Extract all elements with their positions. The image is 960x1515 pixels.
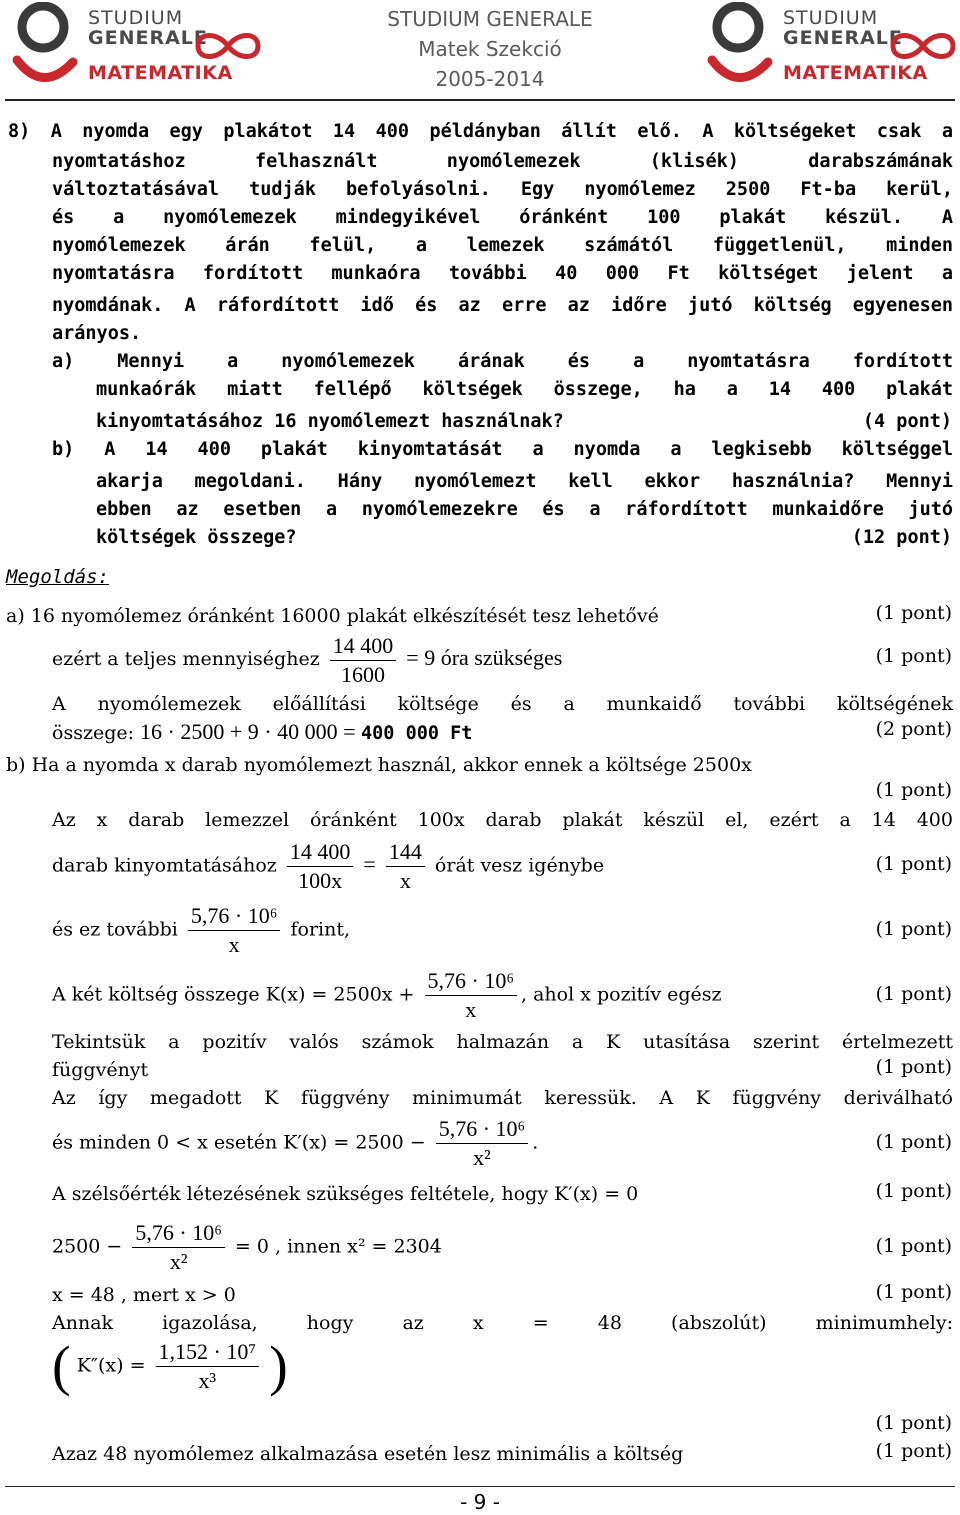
- text: összege:: [52, 722, 141, 744]
- solution-line: [52, 967, 722, 1024]
- problem-line: nyomdának. A ráfordított idő és az erre az időre jutó költség egyenesen: [52, 295, 953, 316]
- page-header: [0, 0, 960, 100]
- fraction: [436, 1115, 529, 1172]
- points: (1 pont): [875, 918, 952, 940]
- problem-line: nyomtatáshoz felhasznált nyomólemezek (klisék) darabszámának: [52, 151, 953, 172]
- question-a-line: a) Mennyi a nyomólemezek árának és a nyomtatásra fordított: [52, 351, 953, 372]
- sg-emblem-icon: [700, 2, 780, 97]
- denominator: x: [228, 932, 240, 957]
- fraction: [188, 902, 281, 959]
- fraction: [287, 838, 354, 895]
- denominator: x²: [169, 1249, 188, 1274]
- header-title: STUDIUM GENERALE: [387, 7, 593, 31]
- result: 400 000 Ft: [361, 723, 473, 744]
- denominator: x: [465, 997, 477, 1022]
- problem-line: változtatásával tudják befolyásolni. Egy nyomólemez 2500 Ft-ba kerül,: [52, 179, 953, 200]
- solution-line: Az így megadott K függvény minimumát keressük. A K függvény deriválható: [52, 1087, 953, 1109]
- studium-generale-logo-right: [700, 2, 960, 97]
- question-b-points: (12 pont): [851, 527, 952, 548]
- header-center-title: [330, 4, 650, 94]
- logo-line2: GENERALE: [783, 27, 903, 49]
- infinity-icon: [193, 32, 263, 60]
- text: = 0 , innen x² = 2304: [234, 1235, 442, 1258]
- text: ezért a teljes mennyiséghez: [52, 648, 320, 670]
- logo-line1: STUDIUM: [783, 7, 879, 29]
- points: (1 pont): [875, 645, 952, 667]
- solution-line: függvényt: [52, 1059, 149, 1081]
- footer-divider: [5, 1486, 955, 1487]
- header-divider: [5, 99, 955, 101]
- fraction: [386, 838, 425, 895]
- text: 2500 −: [52, 1235, 123, 1258]
- fraction: [330, 632, 397, 689]
- numerator: 5,76 · 10⁶: [436, 1115, 529, 1144]
- problem-line: és a nyomólemezek mindegyikével óránként 100 plakát készül. A: [52, 207, 953, 228]
- solution-line: Azaz 48 nyomólemez alkalmazása esetén lesz minimális a költség: [52, 1443, 684, 1465]
- points: (1 pont): [875, 779, 952, 801]
- page-number: - 9 -: [460, 1490, 500, 1514]
- solution-line: a) 16 nyomólemez óránként 16000 plakát elkészítését tesz lehetővé: [6, 605, 659, 627]
- solution-line: [52, 1335, 288, 1398]
- points: (1 pont): [875, 1235, 952, 1257]
- question-b-line: költségek összege?: [96, 527, 297, 548]
- solution-line: Az x darab lemezzel óránként 100x darab plakát készül el, ezért a 14 400: [52, 809, 953, 831]
- numerator: 14 400: [330, 632, 397, 661]
- logo-line1: STUDIUM: [88, 7, 184, 29]
- numerator: 14 400: [287, 838, 354, 867]
- solution-line: x = 48 , mert x > 0: [52, 1284, 236, 1306]
- sg-emblem-icon: [5, 2, 85, 97]
- math: = 9 óra szükséges: [406, 645, 563, 670]
- header-subtitle: Matek Szekció: [418, 37, 562, 61]
- points: (1 pont): [875, 602, 952, 624]
- denominator: x³: [198, 1368, 217, 1393]
- solution-line: A szélsőérték létezésének szükséges feltétele, hogy K′(x) = 0: [52, 1183, 639, 1205]
- text: .: [532, 1131, 539, 1154]
- question-a-points: (4 pont): [862, 411, 952, 432]
- points: (1 pont): [875, 1412, 952, 1434]
- logo-line3: MATEMATIKA: [88, 62, 233, 84]
- points: (1 pont): [875, 1440, 952, 1462]
- fraction: [425, 967, 518, 1024]
- solution-line: [52, 902, 350, 959]
- numerator: 5,76 · 10⁶: [425, 967, 518, 996]
- paren-open: (: [52, 1335, 71, 1398]
- paren-close: ): [269, 1335, 288, 1398]
- logo-line3: MATEMATIKA: [783, 62, 928, 84]
- text: órát vesz igénybe: [434, 854, 605, 877]
- text: forint,: [290, 918, 351, 941]
- solution-line: [52, 838, 604, 895]
- infinity-icon: [888, 32, 958, 60]
- points: (1 pont): [875, 983, 952, 1005]
- fraction: [132, 1219, 225, 1276]
- points: (1 pont): [875, 1180, 952, 1202]
- question-a-line: kinyomtatásához 16 nyomólemezt használnak?: [96, 411, 564, 432]
- numerator: 5,76 · 10⁶: [132, 1219, 225, 1248]
- fraction: [156, 1338, 260, 1395]
- problem-line: nyomólemezek árán felül, a lemezek számától függetlenül, minden: [52, 235, 953, 256]
- question-b-line: akarja megoldani. Hány nyomólemezt kell ekkor használnia? Mennyi: [96, 471, 953, 492]
- text: és ez további: [52, 918, 178, 941]
- solution-line: [52, 1115, 538, 1172]
- question-a-line: munkaórák miatt fellépő költségek összege, ha a 14 400 plakát: [96, 379, 953, 400]
- points: (1 pont): [875, 853, 952, 875]
- solution-line: [52, 718, 472, 748]
- numerator: 1,152 · 10⁷: [156, 1338, 260, 1367]
- header-years: 2005-2014: [435, 67, 545, 91]
- solution-line: Tekintsük a pozitív valós számok halmazán a K utasítása szerint értelmezett: [52, 1031, 953, 1053]
- solution-line: b) Ha a nyomda x darab nyomólemezt használ, akkor ennek a költsége 2500x: [6, 754, 752, 776]
- solution-title: Megoldás:: [6, 566, 109, 588]
- points: (2 pont): [875, 718, 952, 740]
- text: K″(x) =: [76, 1354, 146, 1377]
- numerator: 5,76 · 10⁶: [188, 902, 281, 931]
- points: (1 pont): [875, 1281, 952, 1303]
- points: (1 pont): [875, 1056, 952, 1078]
- numerator: 144: [386, 838, 425, 867]
- solution-line: A nyomólemezek előállítási költsége és a munkaidő további költségének: [52, 693, 953, 715]
- math: 16 · 2500 + 9 · 40 000 =: [140, 719, 362, 744]
- question-b-line: ebben az esetben a nyomólemezekre és a ráfordított munkaidőre jutó: [96, 499, 953, 520]
- denominator: 100x: [298, 868, 343, 893]
- text: darab kinyomtatásához: [52, 854, 277, 877]
- logo-line2: GENERALE: [88, 27, 208, 49]
- text: , ahol x pozitív egész: [521, 983, 722, 1006]
- math: =: [363, 851, 376, 877]
- problem-line: arányos.: [52, 323, 142, 344]
- text: és minden 0 < x esetén K′(x) = 2500 −: [52, 1131, 426, 1154]
- denominator: x²: [473, 1145, 491, 1170]
- denominator: 1600: [341, 661, 385, 687]
- solution-line: [52, 1219, 442, 1276]
- points: (1 pont): [875, 1131, 952, 1153]
- solution-line: Annak igazolása, hogy az x = 48 (abszolút) minimumhely:: [52, 1312, 953, 1334]
- solution-line: [52, 630, 562, 689]
- text: A két költség összege K(x) = 2500x +: [52, 983, 415, 1006]
- question-b-line: b) A 14 400 plakát kinyomtatását a nyomda a legkisebb költséggel: [52, 439, 953, 460]
- problem-line: nyomtatásra fordított munkaóra további 40 000 Ft költséget jelent a: [52, 263, 953, 284]
- denominator: x: [399, 868, 411, 893]
- studium-generale-logo-left: [5, 2, 265, 97]
- problem-line: 8) A nyomda egy plakátot 14 400 példányban állít elő. A költségeket csak a: [8, 121, 953, 142]
